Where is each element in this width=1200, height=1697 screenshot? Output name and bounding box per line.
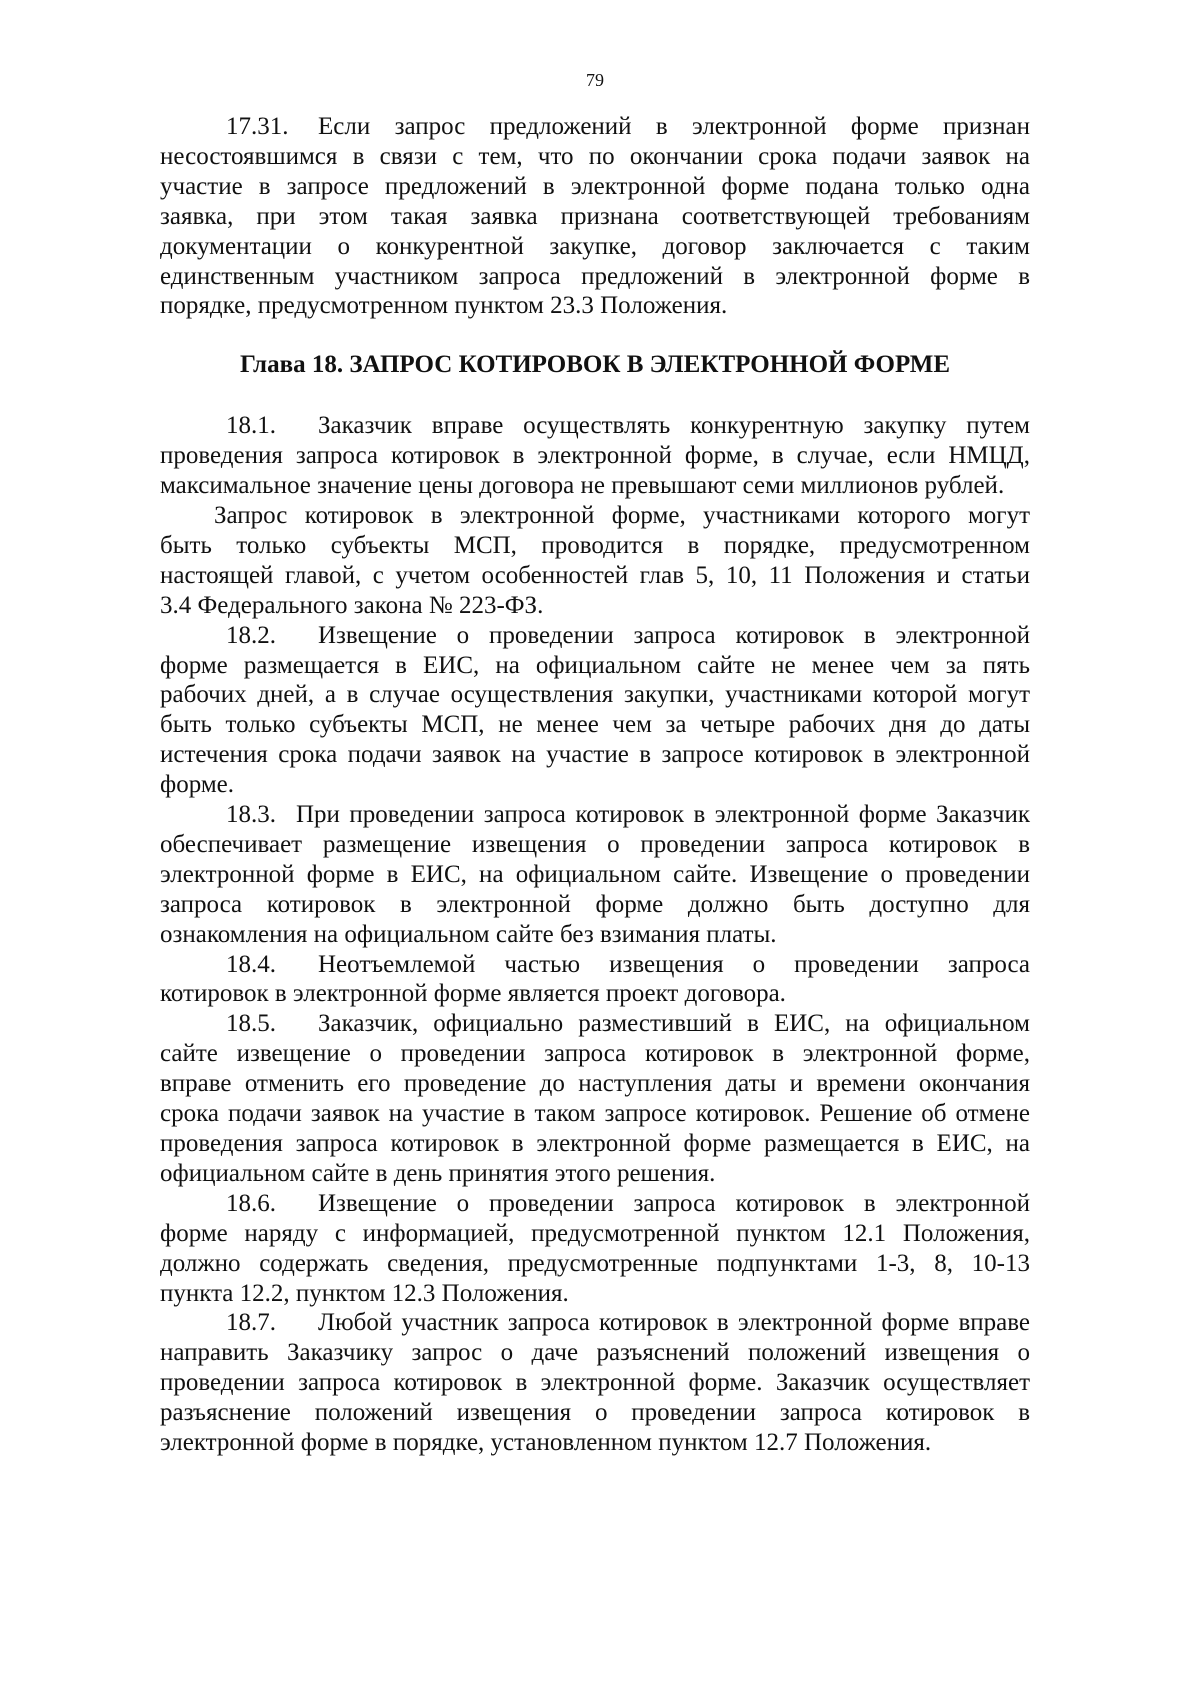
text-line: заявка, при этом такая заявка признана соответствующей требованиям: [160, 202, 1030, 230]
clause-first-line: [160, 1189, 1030, 1219]
text-line: Извещение о проведении запроса котировок в электронной: [318, 1189, 1030, 1217]
clause-first-line: [160, 1009, 1030, 1039]
text-line: электронной форме в порядке, установленном пунктом 12.7 Положения.: [160, 1429, 932, 1457]
text-line: проведения запроса котировок в электронной форме, в случае, если НМЦД,: [160, 442, 1030, 470]
clause-number: 18.3.: [226, 801, 276, 829]
text-line: участие в запросе предложений в электронной форме подана только одна: [160, 172, 1030, 200]
clause-number: 18.4.: [226, 950, 276, 978]
clause-number: 18.7.: [226, 1309, 276, 1337]
text-line: Запрос котировок в электронной форме, участниками которого могут: [214, 501, 1030, 529]
text-line: Любой участник запроса котировок в электронной форме вправе: [318, 1309, 1030, 1337]
clause-18-3: [160, 800, 1030, 950]
text-line: направить Заказчику запрос о даче разъяснений положений извещения о: [160, 1339, 1030, 1367]
clause-first-line: [160, 800, 1030, 830]
text-line: документации о конкурентной закупке, договор заключается с таким: [160, 232, 1030, 260]
text-line: пункта 12.2, пунктом 12.3 Положения.: [160, 1279, 569, 1307]
paragraph-msp-quotation: [160, 501, 1030, 621]
text-line: котировок в электронной форме является проект договора.: [160, 980, 786, 1008]
clause-number: 18.2.: [226, 621, 276, 649]
clause-number: 18.6.: [226, 1189, 276, 1217]
text-line: проведения запроса котировок в электронной форме размещается в ЕИС, на: [160, 1130, 1030, 1157]
clause-17-31: [160, 112, 1030, 321]
text-line: 3.4 Федерального закона № 223-ФЗ.: [160, 591, 544, 619]
text-line: максимальное значение цены договора не превышают семи миллионов рублей.: [160, 472, 1005, 500]
clause-first-line: [160, 950, 1030, 980]
text-line: Заказчик, официально разместивший в ЕИС, на официальном: [318, 1010, 1030, 1038]
clause-18-6: [160, 1189, 1030, 1309]
text-line: Заказчик вправе осуществлять конкурентную закупку путем: [318, 412, 1030, 440]
clause-first-line: [160, 411, 1030, 441]
clause-first-line: [160, 621, 1030, 651]
text-line: вправе отменить его проведение до наступления даты и времени окончания: [160, 1070, 1030, 1098]
text-line: проведении запроса котировок в электронной форме. Заказчик осуществляет: [160, 1369, 1030, 1397]
text-line: Извещение о проведении запроса котировок в электронной: [318, 621, 1030, 649]
clause-number: 17.31.: [226, 113, 289, 140]
text-line: электронной форме в ЕИС, на официальном сайте. Извещение о проведении: [160, 860, 1030, 888]
text-line: быть только субъекты МСП, не менее чем за четыре рабочих дня до даты: [160, 711, 1030, 739]
text-line: При проведении запроса котировок в электронной форме Заказчик: [296, 801, 1030, 829]
text-line: форме наряду с информацией, предусмотренной пунктом 12.1 Положения,: [160, 1219, 1030, 1247]
text-line: обеспечивает размещение извещения о проведении запроса котировок в: [160, 830, 1030, 858]
page-number: 79: [586, 70, 604, 90]
clause-18-1: [160, 411, 1030, 501]
text-line: истечения срока подачи заявок на участие в запросе котировок в электронной: [160, 741, 1030, 769]
clause-number: 18.1.: [226, 412, 276, 440]
text-line: настоящей главой, с учетом особенностей глав 5, 10, 11 Положения и статьи: [160, 561, 1030, 589]
clause-number: 18.5.: [226, 1010, 276, 1038]
clause-18-5: [160, 1009, 1030, 1188]
clause-first-line: [160, 112, 1030, 142]
text-line: единственным участником запроса предложений в электронной форме в: [160, 262, 1030, 290]
chapter-heading: Глава 18. ЗАПРОС КОТИРОВОК В ЭЛЕКТРОННОЙ ФОРМЕ: [239, 351, 951, 379]
text-line: разъяснение положений извещения о проведении запроса котировок в: [160, 1399, 1030, 1427]
text-line: быть только субъекты МСП, проводится в порядке, предусмотренном: [160, 531, 1030, 559]
text-line: Неотъемлемой частью извещения о проведении запроса: [318, 950, 1030, 978]
text-line: срока подачи заявок на участие в таком запросе котировок. Решение об отмене: [160, 1100, 1030, 1128]
text-line: ознакомления на официальном сайте без взимания платы.: [160, 920, 777, 948]
text-line: рабочих дней, а в случае осуществления закупки, участниками которой могут: [160, 681, 1030, 709]
text-line: официальном сайте в день принятия этого решения.: [160, 1159, 716, 1187]
clause-18-2: [160, 621, 1030, 800]
clause-first-line: [160, 1308, 1030, 1338]
text-line: Если запрос предложений в электронной форме признан: [318, 113, 1030, 140]
document-body: [160, 112, 1030, 1458]
text-line: должно содержать сведения, предусмотренные подпунктами 1-3, 8, 10-13: [160, 1249, 1030, 1277]
text-line: сайте извещение о проведении запроса котировок в электронной форме,: [160, 1040, 1030, 1068]
text-line: форме.: [160, 771, 234, 799]
text-line: форме размещается в ЕИС, на официальном сайте не менее чем за пять: [160, 651, 1030, 679]
text-line: несостоявшимся в связи с тем, что по окончании срока подачи заявок на: [160, 142, 1030, 170]
text-line: порядке, предусмотренном пунктом 23.3 Положения.: [160, 292, 728, 320]
clause-18-7: [160, 1308, 1030, 1458]
text-line: запроса котировок в электронной форме должно быть доступно для: [160, 890, 1030, 918]
clause-18-4: [160, 950, 1030, 1010]
